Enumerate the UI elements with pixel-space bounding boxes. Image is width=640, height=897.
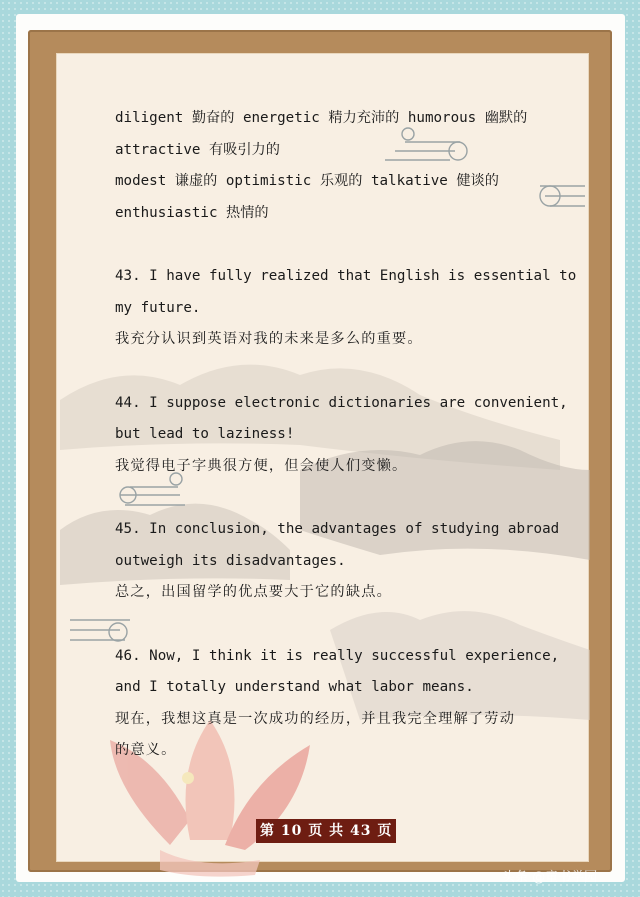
sentence-44-english-1: 44. I suppose electronic dictionaries are convenient, (115, 394, 568, 411)
content-area (115, 103, 577, 767)
sentence-46-english-2: and I totally understand what labor means. (115, 679, 474, 695)
sentence-46-english-1: 46. Now, I think it is really successful experience, (115, 647, 560, 664)
sentence-45-chinese: 总之，出国留学的优点要大于它的缺点。 (115, 584, 392, 600)
sentence-46-chinese-1: 现在，我想这真是一次成功的经历，并且我完全理解了劳动 (115, 710, 516, 727)
sentence-45-english-1: 45. In conclusion, the advantages of studying abroad (115, 521, 560, 537)
sentence-46-chinese-2: 的意义。 (115, 742, 177, 758)
sentence-43-english-2: my future. (115, 299, 201, 316)
watermark: 头条 @童书学园 (502, 870, 598, 885)
vocab-line-2: attractive 有吸引力的 (115, 141, 280, 158)
sentence-43-chinese: 我充分认识到英语对我的未来是多么的重要。 (115, 331, 423, 347)
sentence-44-english-2: but lead to laziness! (115, 426, 295, 442)
sentence-45-english-2: outweigh its disadvantages. (115, 552, 346, 569)
page-indicator: 第 10 页 共 43 页 (256, 819, 396, 843)
sentence-43-english-1: 43. I have fully realized that English is essential to (115, 268, 577, 284)
vocab-line-1: diligent 勤奋的 energetic 精力充沛的 humorous 幽默的 (115, 110, 528, 126)
vocab-line-4: enthusiastic 热情的 (115, 204, 269, 221)
sentence-44-chinese: 我觉得电子字典很方便，但会使人们变懒。 (115, 457, 408, 474)
vocab-line-3: modest 谦虚的 optimistic 乐观的 talkative 健谈的 (115, 173, 499, 189)
